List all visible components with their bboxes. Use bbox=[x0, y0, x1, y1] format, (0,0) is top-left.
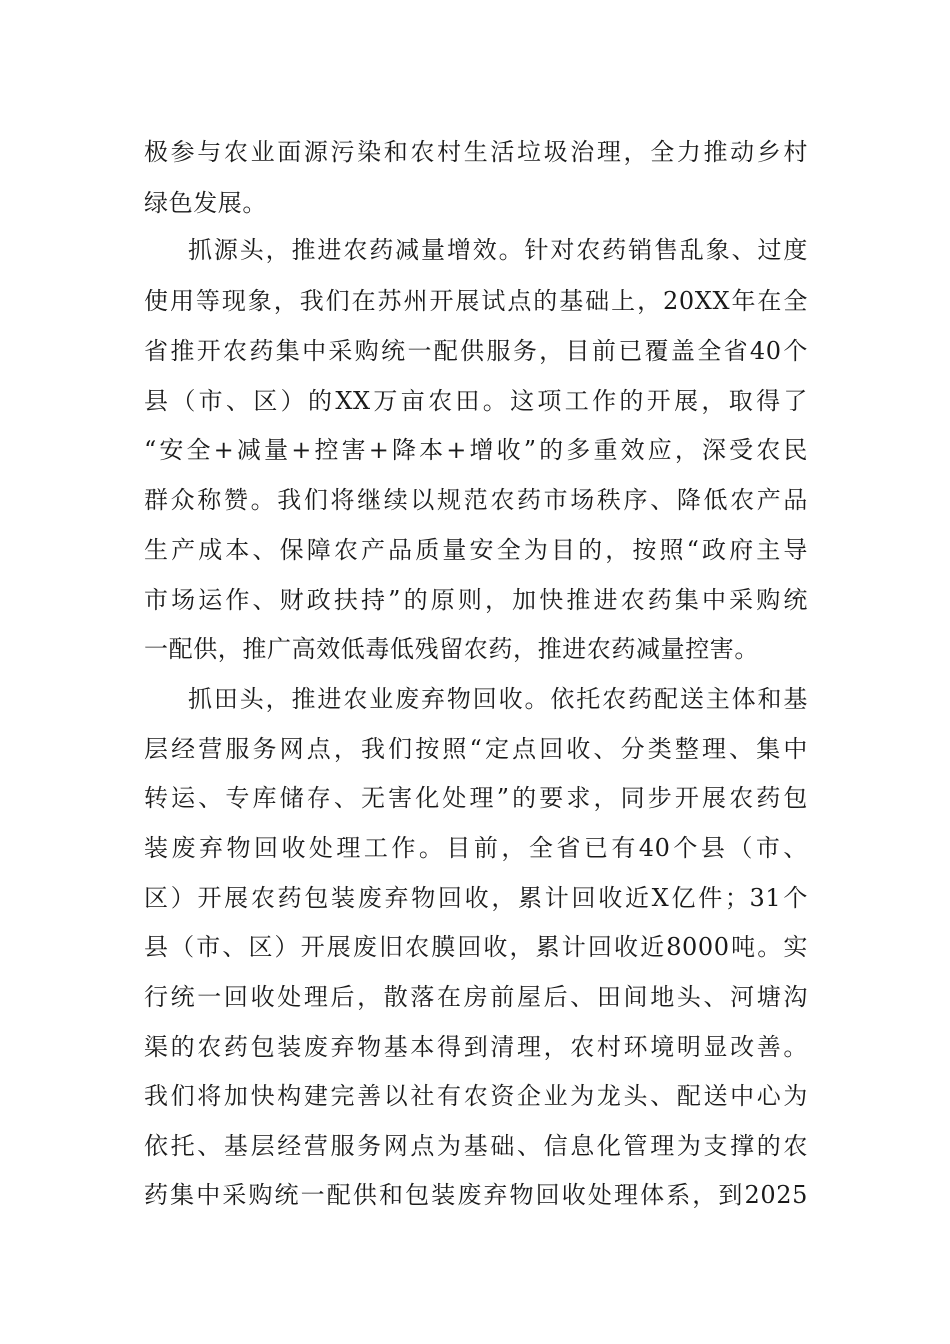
text-line: 生产成本、保障农产品质量安全为目的，按照“政府主导 bbox=[144, 536, 808, 564]
text-line: 层经营服务网点，我们按照“定点回收、分类整理、集中 bbox=[144, 735, 808, 763]
paragraph-first-line: 抓田头，推进农业废弃物回收。依托农药配送主体和基 bbox=[188, 685, 808, 713]
text-line: 群众称赞。我们将继续以规范农药市场秩序、降低农产品 bbox=[144, 486, 808, 514]
text-line: 使用等现象，我们在苏州开展试点的基础上，20XX年在全 bbox=[144, 287, 808, 315]
text-line: 装废弃物回收处理工作。目前，全省已有40个县（市、 bbox=[144, 834, 808, 862]
text-line: “安全+减量+控害+降本+增收”的多重效应，深受农民 bbox=[144, 436, 808, 464]
text-line: 行统一回收处理后，散落在房前屋后、田间地头、河塘沟 bbox=[144, 983, 808, 1011]
text-line: 我们将加快构建完善以社有农资企业为龙头、配送中心为 bbox=[144, 1082, 808, 1110]
text-line: 极参与农业面源污染和农村生活垃圾治理，全力推动乡村 bbox=[144, 138, 808, 166]
text-line: 市场运作、财政扶持”的原则，加快推进农药集中采购统 bbox=[144, 586, 808, 614]
text-line: 区）开展农药包装废弃物回收，累计回收近X亿件；31个 bbox=[144, 884, 808, 912]
text-line: 药集中采购统一配供和包装废弃物回收处理体系，到2025 bbox=[144, 1181, 808, 1209]
text-line: 转运、专库储存、无害化处理”的要求，同步开展农药包 bbox=[144, 784, 808, 812]
text-line: 渠的农药包装废弃物基本得到清理，农村环境明显改善。 bbox=[144, 1033, 808, 1061]
paragraph-first-line: 抓源头，推进农药减量增效。针对农药销售乱象、过度 bbox=[188, 236, 808, 264]
text-line: 绿色发展。 bbox=[144, 189, 267, 217]
text-line: 县（市、区）开展废旧农膜回收，累计回收近8000吨。实 bbox=[144, 933, 808, 961]
text-line: 省推开农药集中采购统一配供服务，目前已覆盖全省40个 bbox=[144, 337, 808, 365]
text-line: 一配供，推广高效低毒低残留农药，推进农药减量控害。 bbox=[144, 635, 759, 663]
text-line: 县（市、区）的XX万亩农田。这项工作的开展，取得了 bbox=[144, 387, 808, 415]
text-line: 依托、基层经营服务网点为基础、信息化管理为支撑的农 bbox=[144, 1132, 808, 1160]
